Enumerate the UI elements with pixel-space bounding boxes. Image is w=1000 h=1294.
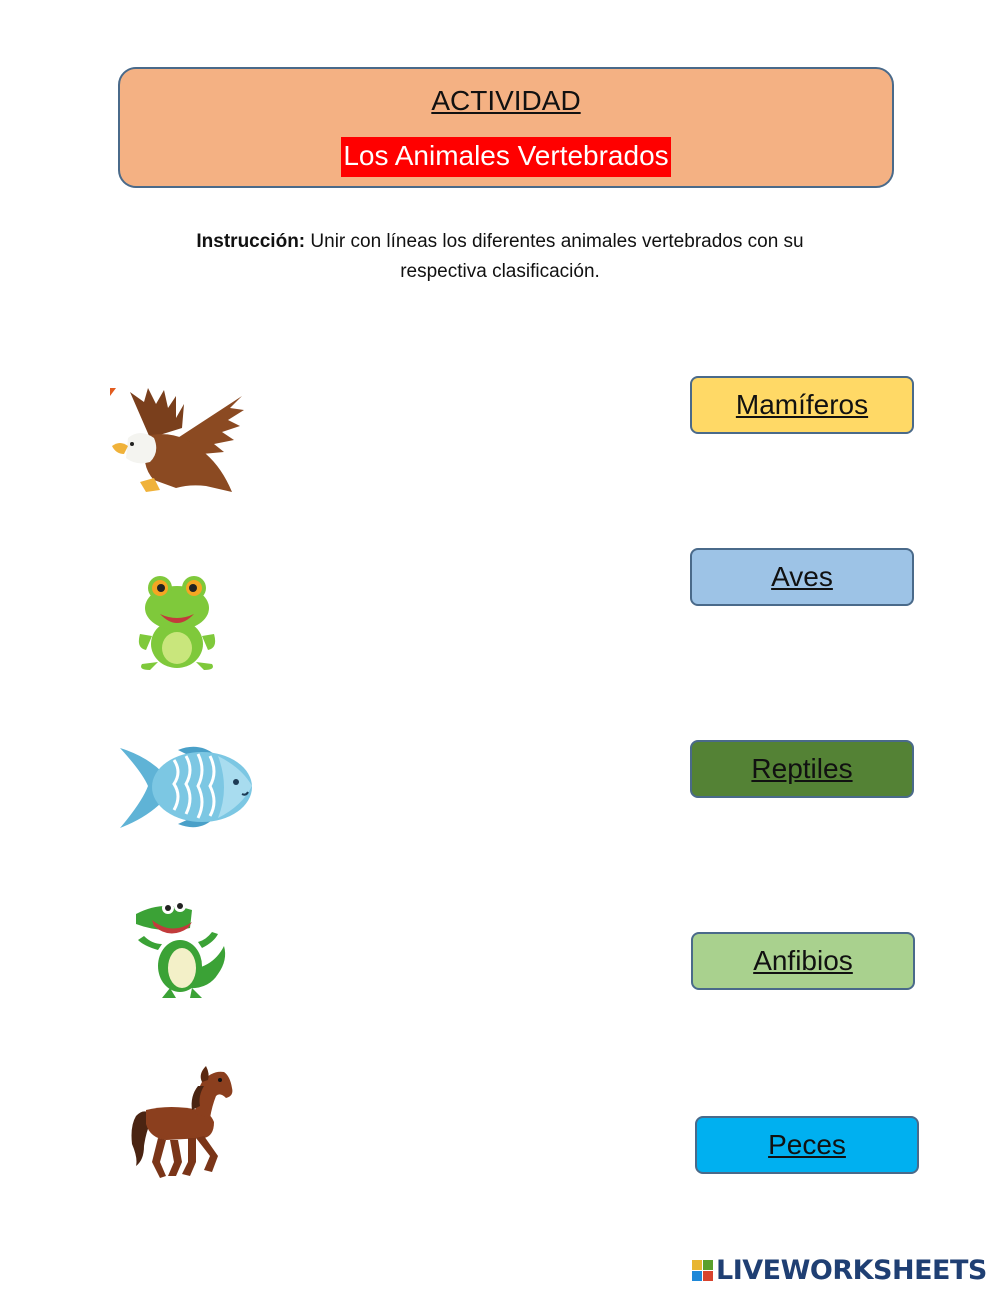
category-mamiferos[interactable]: Mamíferos [690,376,914,434]
page-subtitle: Los Animales Vertebrados [341,137,670,177]
eagle-icon[interactable] [110,388,244,496]
fish-icon[interactable] [118,744,252,830]
logo-text: LIVEWORKSHEETS [716,1254,987,1286]
category-peces[interactable]: Peces [695,1116,919,1174]
category-aves[interactable]: Aves [690,548,914,606]
horse-icon[interactable] [130,1066,236,1180]
instruction [160,227,840,287]
logo-mark-icon [692,1260,713,1281]
frog-icon[interactable] [136,574,218,674]
title-box [118,67,894,188]
instruction-text: Unir con líneas los diferentes animales vertebrados con su respectiva clasificación. [305,231,804,282]
category-reptiles[interactable]: Reptiles [690,740,914,798]
crocodile-icon[interactable] [132,900,232,1000]
page-title: ACTIVIDAD [431,85,581,116]
liveworksheets-logo [692,1254,987,1286]
instruction-label: Instrucción: [196,231,306,252]
category-anfibios[interactable]: Anfibios [691,932,915,990]
